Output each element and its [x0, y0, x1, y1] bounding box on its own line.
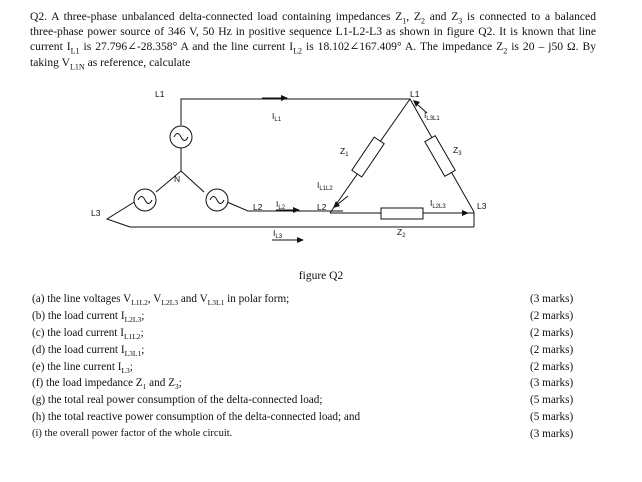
part-marks: (2 marks) [530, 309, 574, 322]
figure-caption: figure Q2 [298, 270, 344, 282]
question-number: Q2. [30, 10, 48, 23]
part-marks: (2 marks) [530, 326, 574, 339]
part-marks: (3 marks) [530, 293, 574, 305]
label-z2 [397, 227, 406, 239]
subscript: L2 [293, 46, 302, 56]
question-fragment: is 18.102∠167.409° A. The impedance Z [302, 40, 504, 54]
part-f [32, 375, 590, 392]
part-marks: (2 marks) [530, 343, 574, 356]
part-text [32, 325, 144, 342]
question-fragment: as reference, calculate [84, 55, 191, 69]
part-fragment: and Z [146, 377, 175, 390]
label-z3 [453, 145, 462, 157]
part-fragment: , V [147, 293, 162, 305]
label-l3-left: L3 [91, 208, 101, 218]
subscript: 2 [503, 46, 508, 56]
part-fragment: (c) the load current I [32, 326, 124, 339]
part-fragment: ; [129, 360, 133, 373]
z3-resistor [425, 136, 455, 177]
subscript: L1L2 [123, 332, 141, 342]
label-z1-sub: 1 [345, 152, 349, 158]
label-il2l3 [430, 198, 446, 210]
label-il3 [273, 228, 283, 240]
part-text [32, 291, 289, 308]
label-il3l1 [424, 110, 440, 122]
label-il1l2-sub: L1L2 [319, 186, 333, 192]
part-marks: (3 marks) [530, 428, 574, 441]
question-fragment: is 20 – j50 Ω. By taking V [30, 40, 597, 69]
part-text [32, 375, 182, 392]
part-text [32, 359, 133, 376]
arrowhead-il3 [297, 237, 304, 243]
part-text: (g) the total real power consumption of the delta-connected load; [32, 394, 323, 407]
subscript: L2L3 [124, 315, 142, 325]
part-d [32, 342, 590, 359]
part-marks: (5 marks) [530, 394, 574, 407]
label-il1l2 [317, 180, 333, 192]
part-a [32, 291, 590, 308]
label-z1-main: Z [340, 146, 346, 156]
subscript: L1N [70, 61, 85, 71]
arrowhead-il2 [293, 207, 300, 213]
arrowhead-il1l2 [333, 201, 340, 208]
question-fragment: , Z [406, 10, 422, 23]
subscript: 1 [402, 16, 407, 26]
label-l1-right: L1 [410, 89, 420, 99]
label-l2-source: L2 [253, 202, 263, 212]
label-z3-main: Z [453, 145, 459, 155]
subscript: 2 [421, 16, 426, 26]
label-il2 [276, 199, 286, 211]
z1-resistor [352, 137, 384, 177]
part-fragment: ; [140, 326, 144, 339]
part-marks: (2 marks) [530, 360, 574, 373]
label-il2l3-main: I [430, 198, 433, 208]
label-il2l3-sub: L2L3 [432, 204, 446, 210]
question-fragment: is 27.796∠-28.358° A and the line current I [79, 40, 294, 54]
part-fragment: (e) the line current I [32, 360, 122, 373]
label-l3-right: L3 [477, 201, 487, 211]
label-il1-main: I [272, 111, 275, 121]
label-il2-main: I [276, 199, 279, 209]
label-il3-sub: L3 [275, 234, 283, 240]
part-marks: (5 marks) [530, 411, 574, 424]
part-b [32, 308, 590, 325]
label-il1l2-main: I [317, 180, 320, 190]
part-text: (h) the total reactive power consumption of the delta-connected load; and [32, 411, 361, 424]
part-fragment: and V [178, 293, 208, 305]
z2-resistor [381, 208, 423, 219]
part-fragment: (d) the load current I [32, 343, 125, 356]
label-il3l1-sub: L3L1 [426, 116, 440, 122]
parts-list [32, 291, 590, 443]
subscript: L1 [70, 46, 80, 56]
part-c [32, 325, 590, 342]
part-text [32, 308, 144, 325]
part-fragment: (f) the load impedance Z [32, 377, 143, 390]
part-g [32, 392, 590, 409]
subscript: 3 [174, 382, 179, 392]
part-fragment: ; [178, 377, 182, 390]
question-fragment: is connected to a balanced three-phase power source of 346 V, 50 Hz in positive sequence L1-L2-L3 as shown in figure Q2. It is known that line current I [30, 10, 597, 54]
arrowhead-il1 [281, 95, 288, 101]
part-text [32, 342, 144, 359]
part-text: (i) the overall power factor of the whole circuit. [32, 428, 233, 440]
part-i [32, 426, 590, 443]
label-z2-sub: 2 [402, 233, 406, 239]
wire-source-c [181, 171, 204, 192]
label-il3-main: I [273, 228, 276, 238]
subscript: 1 [142, 382, 147, 392]
part-e [32, 359, 590, 376]
part-h [32, 409, 590, 426]
label-neutral: N [174, 174, 181, 184]
part-fragment: (b) the load current I [32, 309, 125, 322]
label-z2-main: Z [397, 227, 403, 237]
subscript: L1L2 [131, 298, 148, 308]
label-il3l1-main: I [424, 110, 427, 120]
subscript: L2L3 [161, 298, 179, 308]
question-fragment: and Z [425, 10, 459, 23]
part-marks: (3 marks) [530, 377, 574, 390]
label-l2-load: L2 [317, 202, 327, 212]
subscript: L3L1 [124, 348, 142, 358]
label-il2-sub: L2 [278, 205, 286, 211]
part-fragment: ; [141, 343, 145, 356]
part-fragment: ; [141, 309, 145, 322]
arrowhead-il2l3 [462, 210, 469, 216]
part-fragment: in polar form; [224, 293, 290, 305]
question-fragment: A three-phase unbalanced delta-connected load containing impedances Z [51, 10, 403, 23]
part-fragment: (a) the line voltages V [32, 293, 132, 305]
subscript: L3L1 [207, 298, 225, 308]
label-il1 [272, 111, 282, 123]
subscript: L3 [121, 365, 130, 375]
subscript: 3 [458, 16, 463, 26]
label-l1-left: L1 [155, 89, 165, 99]
label-z3-sub: 3 [458, 151, 462, 157]
label-il1-sub: L1 [274, 117, 282, 123]
label-z1 [340, 146, 349, 158]
